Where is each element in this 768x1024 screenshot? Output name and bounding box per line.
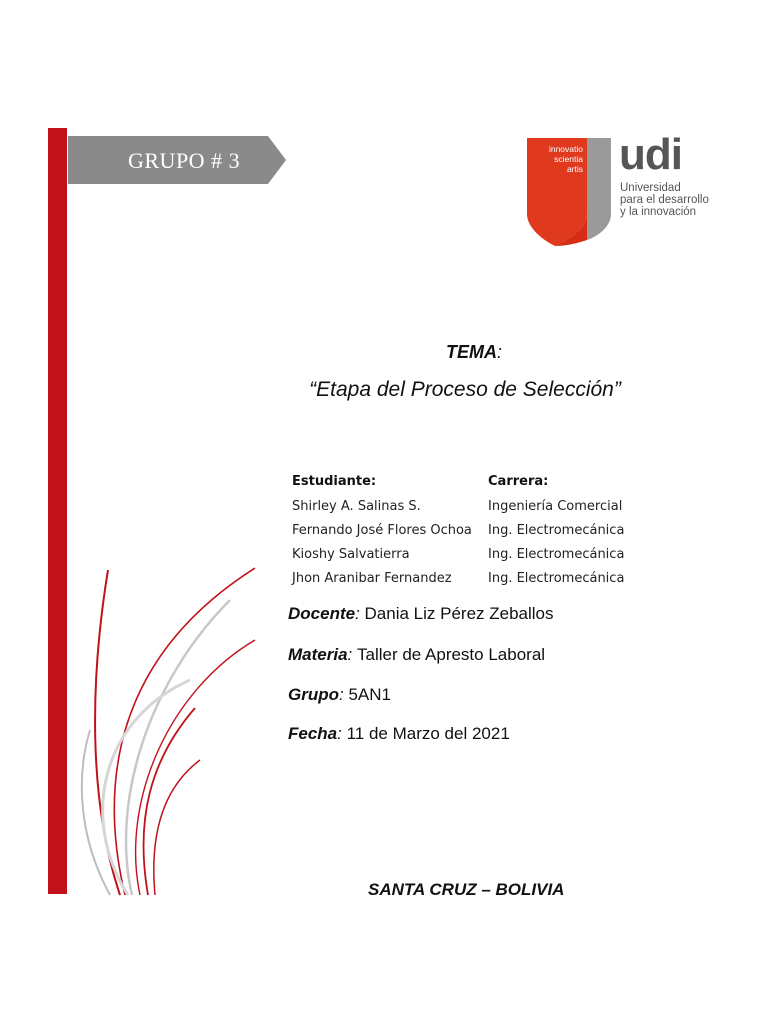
- docente-row: Docente: Dania Liz Pérez Zeballos: [288, 604, 554, 623]
- students-table: [292, 474, 632, 590]
- logo-subtitle-line: para el desarrollo: [620, 194, 709, 206]
- student-career: Ing. Electromecánica: [488, 546, 625, 562]
- materia-row: Materia: Taller de Apresto Laboral: [288, 645, 546, 664]
- group-banner: [68, 136, 286, 184]
- logo-name: udi: [619, 130, 682, 179]
- shield-motto: [527, 144, 583, 174]
- grupo-value: 5AN1: [348, 685, 391, 704]
- shield-motto-line: innovatio: [548, 144, 583, 154]
- table-row: [292, 494, 632, 518]
- student-column-header: Estudiante:: [292, 474, 377, 489]
- table-row: [292, 518, 632, 542]
- materia-value: Taller de Apresto Laboral: [356, 645, 546, 664]
- table-header-row: [292, 474, 632, 494]
- logo-subtitle: [620, 182, 730, 218]
- group-label: GRUPO # 3: [128, 148, 241, 173]
- student-name: Fernando José Flores Ochoa: [292, 522, 472, 538]
- tema-label: [446, 342, 502, 363]
- fecha-row: Fecha: 11 de Marzo del 2021: [288, 724, 510, 743]
- shield-motto-line: scientia: [554, 154, 583, 164]
- student-career: Ingeniería Comercial: [488, 498, 623, 514]
- student-career: Ing. Electromecánica: [488, 522, 625, 538]
- student-career: Ing. Electromecánica: [488, 570, 625, 586]
- tema-colon: :: [497, 342, 503, 362]
- student-name: Shirley A. Salinas S.: [292, 498, 421, 514]
- fecha-label: Fecha: [288, 724, 338, 743]
- table-row: [292, 542, 632, 566]
- fecha-value: 11 de Marzo del 2021: [346, 724, 510, 743]
- tema-label-text: TEMA: [446, 342, 497, 362]
- docente-value: Dania Liz Pérez Zeballos: [364, 604, 554, 623]
- shield-motto-line: artis: [566, 164, 583, 174]
- document-title: “Etapa del Proceso de Selección”: [309, 378, 621, 401]
- logo-subtitle-line: y la innovación: [620, 206, 697, 218]
- grupo-label: Grupo: [288, 685, 339, 704]
- table-row: [292, 566, 632, 590]
- grupo-row: Grupo: 5AN1: [288, 685, 391, 704]
- student-name: Kioshy Salvatierra: [292, 546, 410, 562]
- location-footer: SANTA CRUZ – BOLIVIA: [368, 880, 565, 899]
- student-name: Jhon Aranibar Fernandez: [292, 570, 452, 586]
- docente-label: Docente: [288, 604, 356, 623]
- career-column-header: Carrera:: [488, 474, 549, 489]
- university-logo: [525, 130, 725, 248]
- logo-subtitle-line: Universidad: [620, 182, 681, 194]
- materia-label: Materia: [288, 645, 348, 664]
